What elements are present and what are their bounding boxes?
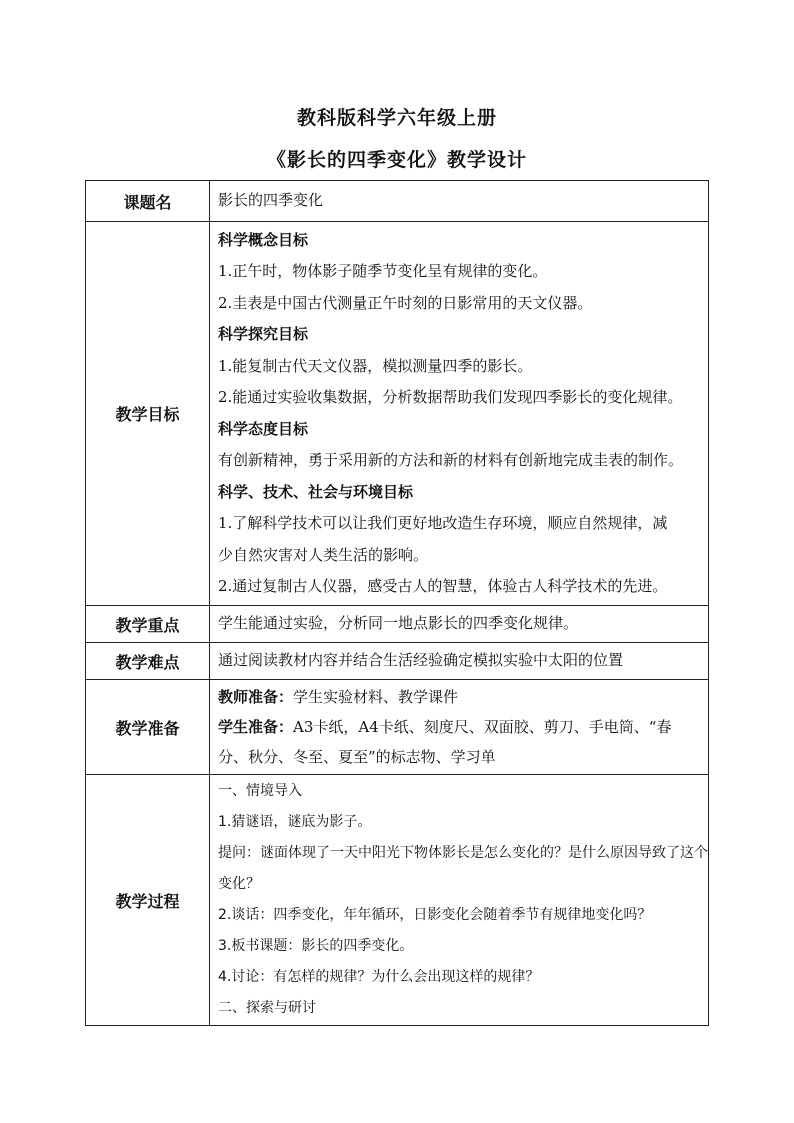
preparation-label: 教学准备 bbox=[86, 680, 210, 775]
stse-goal-1-line-a: 1.了解科学技术可以让我们更好地改造生存环境，顺应自然规律，减 bbox=[218, 514, 668, 532]
table-row-difficulty bbox=[86, 643, 709, 680]
student-prep-value-b: 分、秋分、冬至、夏至”的标志物、学习单 bbox=[218, 748, 496, 766]
inquiry-goal-heading: 科学探究目标 bbox=[218, 325, 309, 343]
stse-goal-2: 2.通过复制古人仪器，感受古人的智慧，体验古人科学技术的先进。 bbox=[218, 577, 668, 595]
process-label: 教学过程 bbox=[86, 775, 210, 1026]
concept-goal-2: 2.圭表是中国古代测量正午时刻的日影常用的天文仪器。 bbox=[218, 293, 593, 312]
lesson-plan-table bbox=[85, 180, 709, 1026]
process-section-1: 一、情境导入 bbox=[218, 783, 302, 799]
attitude-goal-heading: 科学态度目标 bbox=[218, 419, 309, 438]
teacher-prep-line bbox=[218, 682, 708, 712]
table-row-goals bbox=[86, 222, 709, 606]
student-prep-value-a: A3卡纸，A4卡纸、刻度尺、双面胶、剪刀、手电筒、“春 bbox=[293, 718, 672, 736]
process-content bbox=[210, 775, 709, 1026]
attitude-goal-1: 有创新精神，勇于采用新的方法和新的材料有创新地完成圭表的制作。 bbox=[218, 451, 684, 469]
stse-goal-1-line-b: 少自然灾害对人类生活的影响。 bbox=[218, 545, 429, 564]
table-row-key-point bbox=[86, 606, 709, 643]
teacher-prep-label: 教师准备： bbox=[218, 688, 294, 706]
goals-label: 教学目标 bbox=[86, 222, 210, 606]
document-title: 教科版科学六年级上册 bbox=[296, 107, 497, 129]
process-question-line-b: 变化？ bbox=[218, 876, 260, 892]
teacher-prep-value: 学生实验材料、教学课件 bbox=[293, 688, 459, 706]
goals-content bbox=[210, 222, 709, 606]
stse-goal-heading: 科学、技术、社会与环境目标 bbox=[218, 482, 414, 501]
concept-goal-1: 1.正午时，物体影子随季节变化呈有规律的变化。 bbox=[218, 262, 548, 280]
key-point-label: 教学重点 bbox=[86, 606, 210, 643]
student-prep-label: 学生准备： bbox=[218, 718, 294, 736]
key-point-text: 学生能通过实验，分析同一地点影长的四季变化规律。 bbox=[218, 614, 579, 633]
inquiry-goal-1: 1.能复制古代天文仪器，模拟测量四季的影长。 bbox=[218, 356, 533, 375]
table-row-topic bbox=[86, 181, 709, 222]
topic-label: 课题名 bbox=[86, 181, 210, 222]
process-step-2: 2.谈话：四季变化，年年循环，日影变化会随着季节有规律地变化吗？ bbox=[218, 907, 652, 923]
table-row-preparation bbox=[86, 680, 709, 775]
difficulty-label: 教学难点 bbox=[86, 643, 210, 680]
concept-goal-heading: 科学概念目标 bbox=[218, 230, 309, 249]
inquiry-goal-2: 2.能通过实验收集数据，分析数据帮助我们发现四季影长的变化规律。 bbox=[218, 388, 683, 406]
topic-text: 影长的四季变化 bbox=[218, 191, 324, 210]
topic-value bbox=[210, 181, 709, 222]
table-row-process bbox=[86, 775, 709, 1026]
difficulty-text: 通过阅读教材内容并结合生活经验确定模拟实验中太阳的位置 bbox=[218, 651, 624, 670]
key-point-content bbox=[210, 606, 709, 643]
document-subtitle: 《影长的四季变化》教学设计 bbox=[266, 149, 527, 171]
process-step-1: 1.猜谜语，谜底为影子。 bbox=[218, 814, 372, 830]
process-section-2: 二、探索与研讨 bbox=[218, 1000, 316, 1016]
process-step-3: 3.板书课题：影长的四季变化。 bbox=[218, 938, 414, 954]
preparation-content bbox=[210, 680, 709, 775]
difficulty-content bbox=[210, 643, 709, 680]
process-question-line-a: 提问：谜面体现了一天中阳光下物体影长是怎么变化的？是什么原因导致了这个 bbox=[218, 845, 708, 861]
process-step-4: 4.讨论：有怎样的规律？为什么会出现这样的规律？ bbox=[218, 969, 540, 985]
student-prep-line bbox=[218, 712, 708, 742]
